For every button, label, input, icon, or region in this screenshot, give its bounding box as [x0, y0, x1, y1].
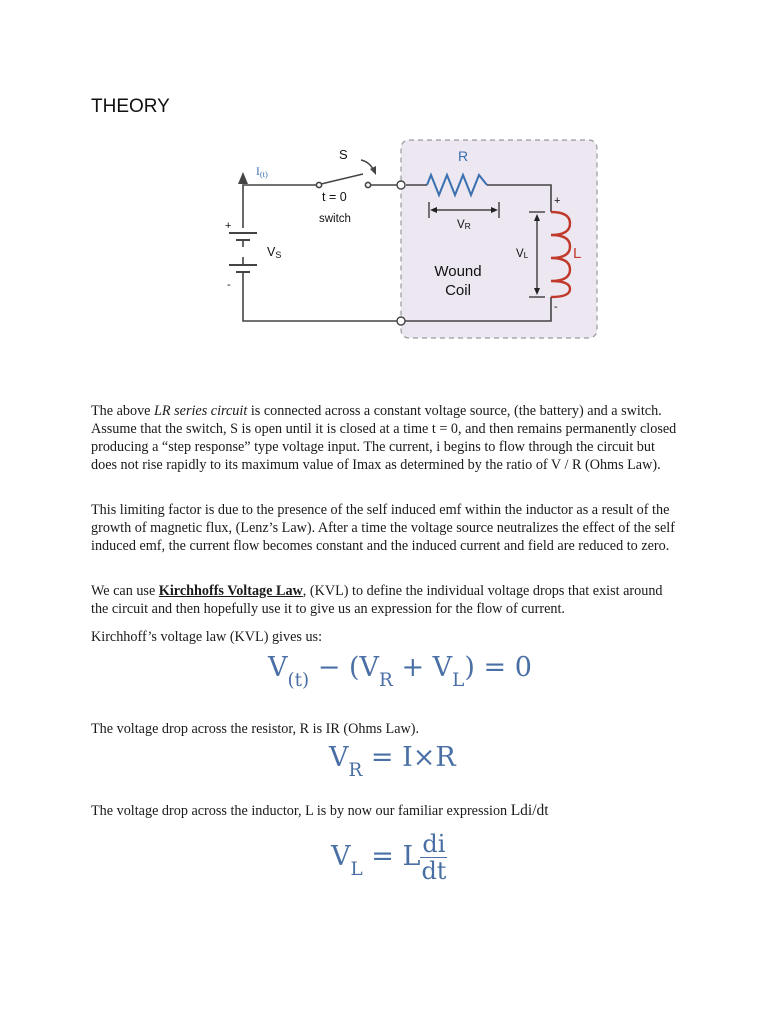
paragraph-kvl: We can use Kirchhoffs Voltage Law, (KVL) to define the individual voltage drops that exist around the circuit and then hopefully use it to give us an expression for the flow of current. — [91, 583, 663, 617]
vr-label: VR — [457, 219, 471, 231]
paragraph-intro: The above LR series circuit is connected across a constant voltage source, (the battery) and a switch. Assume that the switch, S is open until it is closed at a time t = 0, and then remains permanently closed producing a “step response” type voltage input. The current, i begins to flow through the circuit but does not rise rapidly to its maximum value of Imax as determined by the ratio of V / R (Ohms Law). — [91, 403, 677, 473]
current-arrow-icon — [238, 172, 248, 184]
plus-inductor: + — [554, 195, 561, 207]
equation-vr: $V_R = I\times R$ — [329, 742, 456, 782]
inductor-label: L — [573, 245, 582, 262]
lr-circuit-diagram — [215, 135, 605, 345]
coil-label-line2: Coil — [445, 282, 471, 299]
paragraph-inductor-drop: The voltage drop across the inductor, L is by now our familiar expression Ldi/dt — [91, 802, 549, 819]
vl-label: VL — [516, 248, 529, 260]
coil-label-line1: Wound — [434, 263, 482, 280]
plus-battery: + — [225, 220, 232, 232]
switch-caption: switch — [319, 213, 351, 225]
current-label: I(t) — [256, 166, 268, 179]
minus-battery: - — [227, 279, 231, 291]
paragraph-resistor-drop: The voltage drop across the resistor, R is IR (Ohms Law). — [91, 721, 420, 737]
kvl-link[interactable]: Kirchhoffs Voltage Law — [158, 583, 303, 599]
battery-icon — [229, 233, 257, 272]
paragraph-limiting-factor: This limiting factor is due to the presence of the self induced emf within the inductor as a result of the growth of magnetic flux, (Lenz’s Law). After a time the voltage source neutralizes the effect of the self induced emf, the current flow becomes constant and the induced current and field are reduced to zero. — [91, 502, 675, 554]
node-top — [397, 181, 405, 189]
resistor-label: R — [458, 148, 469, 164]
switch-icon — [316, 174, 370, 188]
equation-vl: $V_L = L$ $\frac{di}{dt}$ — [331, 830, 447, 885]
source-label: VS — [267, 245, 282, 260]
switch-time-label: t = 0 — [322, 190, 347, 204]
lr-series-circuit-term: LR series circuit — [154, 403, 248, 419]
di-dt-fraction: $\frac{di}{dt}$ — [421, 830, 447, 885]
switch-label: S — [339, 147, 348, 162]
page-heading: THEORY — [91, 96, 170, 117]
equation-kvl: $V_{(t)} - (V_R + V_L) = 0$ — [268, 652, 532, 692]
minus-inductor: - — [554, 301, 558, 313]
node-bottom — [397, 317, 405, 325]
paragraph-kvl-gives: Kirchhoff’s voltage law (KVL) gives us: — [91, 629, 323, 645]
